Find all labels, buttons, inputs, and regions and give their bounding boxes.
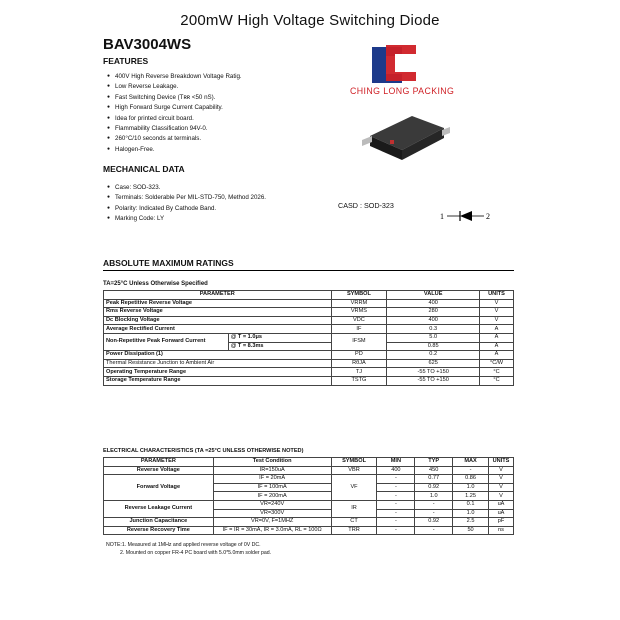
table-cell: - (453, 466, 489, 475)
column-header: MIN (377, 458, 415, 467)
table-cell: IF = 20mA (213, 475, 331, 484)
table-row (104, 333, 514, 342)
diode-symbol-icon (440, 208, 500, 224)
column-header: TYP (415, 458, 453, 467)
table-cell: °C (480, 376, 514, 385)
table-cell: Reverse Recovery Time (104, 526, 214, 535)
table-cell: 280 (387, 308, 480, 317)
table-cell: - (415, 500, 453, 509)
table-cell: -55 TO +150 (387, 376, 480, 385)
table-cell: V (488, 466, 513, 475)
table-cell: A (480, 342, 514, 351)
table-row (104, 466, 514, 475)
list-item: ● Flammability Classification 94V-0. (107, 124, 242, 134)
table-cell: - (415, 509, 453, 518)
table-row (104, 475, 514, 484)
table-row (104, 325, 514, 334)
table-row (104, 376, 514, 385)
table-cell: IR=150uA (213, 466, 331, 475)
list-item: ● Terminals: Solderable Per MIL-STD-750, Method 2026. (107, 193, 266, 203)
pin-1-label: 1 (440, 212, 444, 221)
package-image (360, 110, 450, 170)
table-cell: VF (331, 475, 377, 501)
list-item: ● Fast Switching Device (Tʀʀ <50 nS). (107, 93, 242, 103)
table-cell: - (415, 526, 453, 535)
column-header: Test Condition (213, 458, 331, 467)
table-cell: VR=300V (213, 509, 331, 518)
ratings-condition: TA=25°C Unless Otherwise Specified (103, 281, 208, 287)
column-header: SYMBOL (331, 291, 387, 300)
note-2: 2. Mounted on copper FR-4 PC board with 5.0*5.0mm solder pad. (120, 550, 272, 556)
table-cell: Non-Repetitive Peak Forward Current (104, 333, 229, 350)
table-cell: - (377, 509, 415, 518)
table-cell: - (377, 526, 415, 535)
case-label: CASD : SOD-323 (338, 201, 394, 210)
column-header: PARAMETER (104, 291, 332, 300)
table-cell: V (488, 483, 513, 492)
table-cell: VRMS (331, 308, 387, 317)
table-cell: VRRM (331, 299, 387, 308)
table-cell: 0.85 (387, 342, 480, 351)
table-cell: Rms Reverse Voltage (104, 308, 332, 317)
column-header: SYMBOL (331, 458, 377, 467)
table-cell: ns (488, 526, 513, 535)
table-cell: 400 (387, 316, 480, 325)
column-header: VALUE (387, 291, 480, 300)
table-cell: 0.92 (415, 518, 453, 527)
table-cell: IF = IR = 30mA, IR = 3.0mA, RL = 100Ω (213, 526, 331, 535)
table-row (104, 500, 514, 509)
table-row (104, 308, 514, 317)
table-cell: Power Dissipation (1) (104, 351, 332, 360)
part-number: BAV3004WS (103, 36, 192, 53)
divider (103, 270, 514, 271)
table-cell: - (377, 518, 415, 527)
table-cell: Average Rectified Current (104, 325, 332, 334)
list-item: ● Marking Code: LY (107, 214, 266, 224)
table-cell: 50 (453, 526, 489, 535)
table-cell: pF (488, 518, 513, 527)
table-row (104, 368, 514, 377)
table-cell: IR (331, 500, 377, 517)
table-cell: 1.0 (453, 509, 489, 518)
table-cell: PD (331, 351, 387, 360)
table-header-row (104, 458, 514, 467)
column-header: MAX (453, 458, 489, 467)
table-cell: VBR (331, 466, 377, 475)
table-cell: 0.2 (387, 351, 480, 360)
list-item: ● 260°C/10 seconds at terminals. (107, 134, 242, 144)
company-logo (372, 45, 416, 85)
table-cell: IF = 200mA (213, 492, 331, 501)
table-cell: 400 (377, 466, 415, 475)
table-cell: Operating Temperature Range (104, 368, 332, 377)
document-title: 200mW High Voltage Switching Diode (180, 12, 440, 29)
table-cell: TRR (331, 526, 377, 535)
table-cell: 0.1 (453, 500, 489, 509)
ratings-table (103, 290, 514, 386)
features-list (107, 72, 242, 155)
table-cell: °C/W (480, 359, 514, 368)
table-cell: 450 (415, 466, 453, 475)
company-name: CHING LONG PACKING (350, 86, 455, 96)
table-cell: @ T = 8.3ms (228, 342, 331, 351)
table-cell: uA (488, 509, 513, 518)
notes (106, 541, 271, 557)
table-cell: V (488, 475, 513, 484)
table-cell: VDC (331, 316, 387, 325)
list-item: ● High Forward Surge Current Capability. (107, 103, 242, 113)
list-item: ● Polarity: Indicated By Cathode Band. (107, 204, 266, 214)
table-cell: 5.0 (387, 333, 480, 342)
list-item: ● Halogen-Free. (107, 145, 242, 155)
column-header: UNITS (488, 458, 513, 467)
table-cell: °C (480, 368, 514, 377)
table-cell: Junction Capacitance (104, 518, 214, 527)
table-cell: V (480, 308, 514, 317)
table-row (104, 351, 514, 360)
list-item: ● Low Reverse Leakage. (107, 82, 242, 92)
table-row (104, 526, 514, 535)
table-row (104, 518, 514, 527)
table-row (104, 316, 514, 325)
list-item: ● Idea for printed circuit board. (107, 114, 242, 124)
table-cell: 0.3 (387, 325, 480, 334)
table-cell: V (488, 492, 513, 501)
table-cell: V (480, 316, 514, 325)
mechanical-list (107, 183, 266, 225)
ratings-heading: ABSOLUTE MAXIMUM RATINGS (103, 258, 234, 268)
note-1: NOTE:1. Measured at 1MHz and applied reverse voltage of 0V DC. (106, 542, 261, 548)
table-cell: uA (488, 500, 513, 509)
table-header-row (104, 291, 514, 300)
table-cell: @ T = 1.0μs (228, 333, 331, 342)
table-row (104, 359, 514, 368)
table-cell: - (377, 483, 415, 492)
table-cell: TSTG (331, 376, 387, 385)
electrical-table (103, 457, 514, 535)
pin-2-label: 2 (486, 212, 490, 221)
table-cell: V (480, 299, 514, 308)
table-cell: A (480, 333, 514, 342)
list-item: ● Case: SOD-323. (107, 183, 266, 193)
table-cell: IF (331, 325, 387, 334)
column-header: UNITS (480, 291, 514, 300)
features-heading: FEATURES (103, 56, 149, 66)
table-row (104, 299, 514, 308)
mechanical-heading: MECHANICAL DATA (103, 164, 185, 174)
table-cell: Reverse Leakage Current (104, 500, 214, 517)
table-cell: 1.0 (415, 492, 453, 501)
table-cell: A (480, 325, 514, 334)
table-cell: TJ (331, 368, 387, 377)
table-cell: A (480, 351, 514, 360)
table-cell: Forward Voltage (104, 475, 214, 501)
table-cell: 1.25 (453, 492, 489, 501)
table-cell: 0.77 (415, 475, 453, 484)
table-cell: 1.0 (453, 483, 489, 492)
table-cell: - (377, 500, 415, 509)
table-cell: 2.5 (453, 518, 489, 527)
table-cell: CT (331, 518, 377, 527)
table-cell: IFSM (331, 333, 387, 350)
electrical-heading: ELECTRICAL CHARACTERISTICS (TA =25°C UNLESS OTHERWISE NOTED) (103, 448, 304, 454)
table-cell: VR=0V, F=1MHZ (213, 518, 331, 527)
table-cell: -55 TO +150 (387, 368, 480, 377)
table-cell: - (377, 475, 415, 484)
table-cell: 0.86 (453, 475, 489, 484)
table-cell: Thermal Resistance Junction to Ambient Air (104, 359, 332, 368)
table-cell: RθJA (331, 359, 387, 368)
table-cell: IF = 100mA (213, 483, 331, 492)
list-item: ● 400V High Reverse Breakdown Voltage Ratig. (107, 72, 242, 82)
table-cell: 400 (387, 299, 480, 308)
table-cell: Storage Temperature Range (104, 376, 332, 385)
table-cell: 625 (387, 359, 480, 368)
table-cell: Peak Repetitive Reverse Voltage (104, 299, 332, 308)
table-cell: Reverse Voltage (104, 466, 214, 475)
table-cell: Dc Blocking Voltage (104, 316, 332, 325)
table-cell: VR=240V (213, 500, 331, 509)
column-header: PARAMETER (104, 458, 214, 467)
table-cell: 0.92 (415, 483, 453, 492)
table-cell: - (377, 492, 415, 501)
